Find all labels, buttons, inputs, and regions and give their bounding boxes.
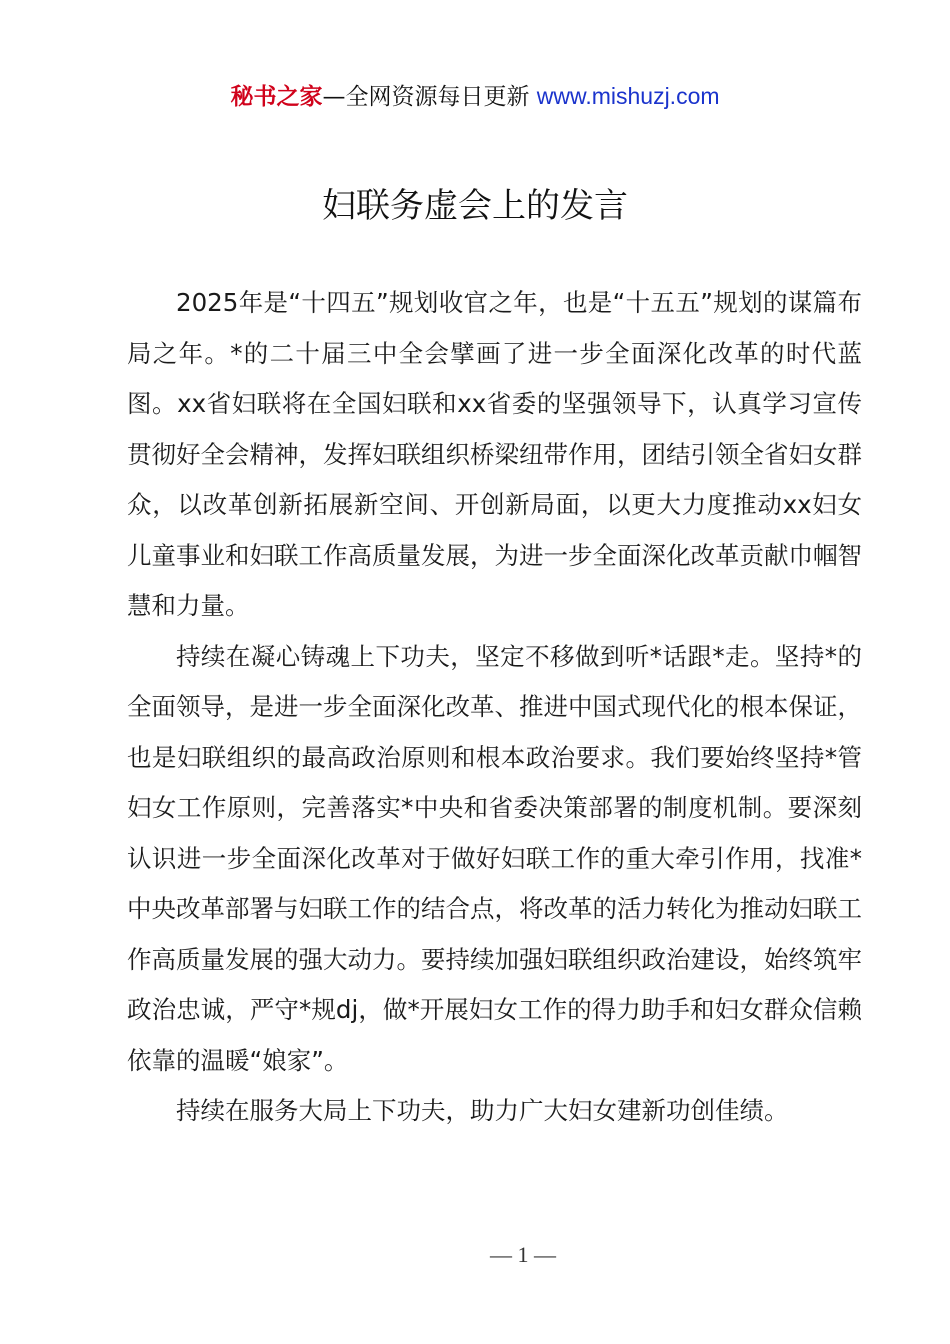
document-body <box>127 278 862 1137</box>
document-title: 妇联务虚会上的发言 <box>322 186 628 226</box>
body-paragraph-2: 持续在凝心铸魂上下功夫，坚定不移做到听*话跟*走。坚持*的全面领导，是进一步全面深化改革、推进中国式现代化的根本保证，也是妇联组织的最高政治原则和根本政治要求。我们要始终坚持*管妇女工作原则，完善落实*中央和省委决策部署的制度机制。要深刻认识进一步全面深化改革对于做好妇联工作的重大牵引作用，找准*中央改革部署与妇联工作的结合点，将改革的活力转化为推动妇联工作高质量发展的强大动力。要持续加强妇联组织政治建设，始终筑牢政治忠诚，严守*规dj，做*开展妇女工作的得力助手和妇女群众信赖依靠的温暖“娘家”。 <box>127 641 862 1075</box>
page-number-footer <box>0 1240 950 1270</box>
site-banner <box>0 80 950 113</box>
site-tagline: —全网资源每日更新 <box>322 84 530 110</box>
site-brand: 秘书之家 <box>230 84 323 110</box>
body-paragraph-3: 持续在服务大局上下功夫，助力广大妇女建新功创佳绩。 <box>176 1096 789 1125</box>
page-number: — 1 — <box>490 1242 556 1267</box>
site-url-link[interactable]: www.mishuzj.com <box>536 83 720 109</box>
body-paragraph-1: 2025年是“十四五”规划收官之年，也是“十五五”规划的谋篇布局之年。*的二十届三中全会擘画了进一步全面深化改革的时代蓝图。xx省妇联将在全国妇联和xx省委的坚强领导下，认真学习宣传贯彻好全会精神，发挥妇联组织桥梁纽带作用，团结引领全省妇女群众，以改革创新拓展新空间、开创新局面，以更大力度推动xx妇女儿童事业和妇联工作高质量发展，为进一步全面深化改革贡献巾帼智慧和力量。 <box>127 288 862 620</box>
